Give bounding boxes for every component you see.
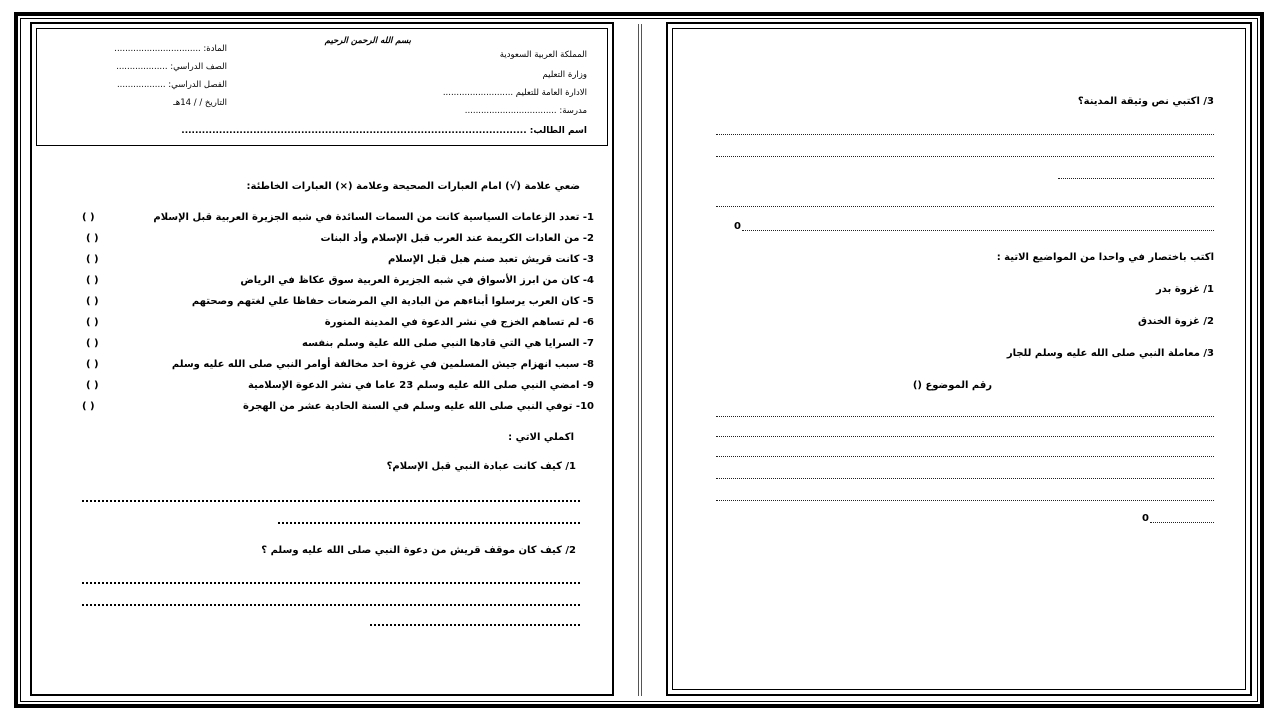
answer-line-q3-5[interactable] bbox=[742, 230, 1214, 231]
essay-end-mark: 0 bbox=[1142, 513, 1149, 524]
q3-end-mark: 0 bbox=[734, 221, 741, 232]
answer-box-2[interactable]: ( ) bbox=[86, 233, 99, 244]
question-3: 3/ اكتبي نص وثيقة المدينة؟ bbox=[1077, 96, 1214, 107]
statement-10: 10- توفي النبي صلى الله عليه وسلم في السنة الحادية عشر من الهجرة bbox=[242, 401, 594, 412]
essay-line-2[interactable] bbox=[716, 436, 1214, 437]
statement-9: 9- امضي النبي صلى الله عليه وسلم 23 عاما في نشر الدعوة الإسلامية bbox=[247, 380, 594, 391]
statement-5: 5- كان العرب يرسلوا أبناءهم من البادية الي المرضعات حفاظا علي لغتهم وصحتهم bbox=[191, 296, 594, 307]
basmala: بسم الله الرحمن الرحيم bbox=[324, 36, 411, 46]
answer-line-q3-1[interactable] bbox=[716, 134, 1214, 135]
essay-line-3[interactable] bbox=[716, 456, 1214, 457]
answer-box-10[interactable]: ( ) bbox=[82, 401, 95, 412]
answer-line-q3-3[interactable] bbox=[1058, 178, 1214, 179]
answer-box-6[interactable]: ( ) bbox=[86, 317, 99, 328]
ministry-label: وزارة التعليم bbox=[542, 70, 587, 80]
essay-line-5[interactable] bbox=[716, 500, 1214, 501]
answer-line-q2-2[interactable] bbox=[82, 604, 580, 606]
answer-line-q1-1[interactable] bbox=[82, 500, 580, 502]
section1-title: ضعي علامة (√) امام العبارات الصحيحة وعلامة (×) العبارات الخاطئة: bbox=[246, 181, 580, 192]
answer-line-q1-2[interactable] bbox=[278, 522, 580, 524]
answer-box-9[interactable]: ( ) bbox=[86, 380, 99, 391]
statement-6: 6- لم تساهم الخزج في نشر الدعوة في المدينة المنورة bbox=[324, 317, 594, 328]
kingdom-label: المملكة العربية السعودية bbox=[499, 50, 587, 60]
answer-line-q3-2[interactable] bbox=[716, 156, 1214, 157]
date-field: التاريخ / / 14هـ bbox=[173, 98, 227, 108]
right-page bbox=[666, 22, 1252, 696]
topic-2: 2/ غزوة الخندق bbox=[1138, 316, 1214, 327]
answer-box-5[interactable]: ( ) bbox=[86, 296, 99, 307]
essay-line-1[interactable] bbox=[716, 416, 1214, 417]
section2-title: اكملي الاتي : bbox=[508, 432, 574, 443]
topic-1: 1/ غزوة بدر bbox=[1155, 284, 1214, 295]
answer-line-q3-4[interactable] bbox=[716, 206, 1214, 207]
answer-box-8[interactable]: ( ) bbox=[86, 359, 99, 370]
left-page bbox=[30, 22, 614, 696]
statement-2: 2- من العادات الكريمة عند العرب قبل الإسلام وأد البنات bbox=[320, 233, 594, 244]
answer-box-4[interactable]: ( ) bbox=[86, 275, 99, 286]
answer-box-7[interactable]: ( ) bbox=[86, 338, 99, 349]
header-box bbox=[36, 28, 608, 146]
school-field: مدرسة: .................................. bbox=[464, 106, 587, 116]
grade-field: الصف الدراسي: ................... bbox=[116, 62, 227, 72]
answer-box-3[interactable]: ( ) bbox=[86, 254, 99, 265]
essay-line-6[interactable] bbox=[1150, 522, 1214, 523]
term-field: الفصل الدراسي: .................. bbox=[116, 80, 227, 90]
statement-7: 7- السرايا هي التي قادها النبي صلى الله علية وسلم بنفسه bbox=[302, 338, 594, 349]
right-page-inner-border bbox=[672, 28, 1246, 690]
statement-4: 4- كان من ابرز الأسواق في شبه الجزيرة العربية سوق عكاظ في الرياض bbox=[240, 275, 594, 286]
answer-line-q2-1[interactable] bbox=[82, 582, 580, 584]
question-1: 1/ كيف كانت عبادة النبي قبل الإسلام؟ bbox=[386, 461, 576, 472]
directorate-field: الادارة العامة للتعليم .......................... bbox=[442, 88, 587, 98]
answer-line-q2-3[interactable] bbox=[370, 624, 580, 626]
student-name-field: اسم الطالب: ..................................................................................................... bbox=[181, 126, 587, 136]
subject-field: المادة: ................................ bbox=[114, 44, 227, 54]
statement-8: 8- سبب انهزام جيش المسلمين في غزوة احد مخالفة أوامر النبي صلى الله عليه وسلم bbox=[171, 359, 594, 370]
essay-instruction: اكتب باختصار في واحدا من المواضيع الاتية : bbox=[996, 252, 1214, 263]
statement-3: 3- كانت قريش تعبد صنم هبل قبل الإسلام bbox=[387, 254, 594, 265]
page-spine bbox=[638, 24, 642, 696]
statement-1: 1- تعدد الزعامات السياسية كانت من السمات السائدة في شبه الجزيرة العربية قبل الإسلام bbox=[153, 212, 594, 223]
answer-box-1[interactable]: ( ) bbox=[82, 212, 95, 223]
essay-line-4[interactable] bbox=[716, 478, 1214, 479]
topic-number-label: رقم الموضوع () bbox=[912, 380, 992, 391]
topic-3: 3/ معاملة النبي صلى الله عليه وسلم للجار bbox=[1006, 348, 1214, 359]
question-2: 2/ كيف كان موقف قريش من دعوة النبي صلى الله عليه وسلم ؟ bbox=[261, 545, 576, 556]
